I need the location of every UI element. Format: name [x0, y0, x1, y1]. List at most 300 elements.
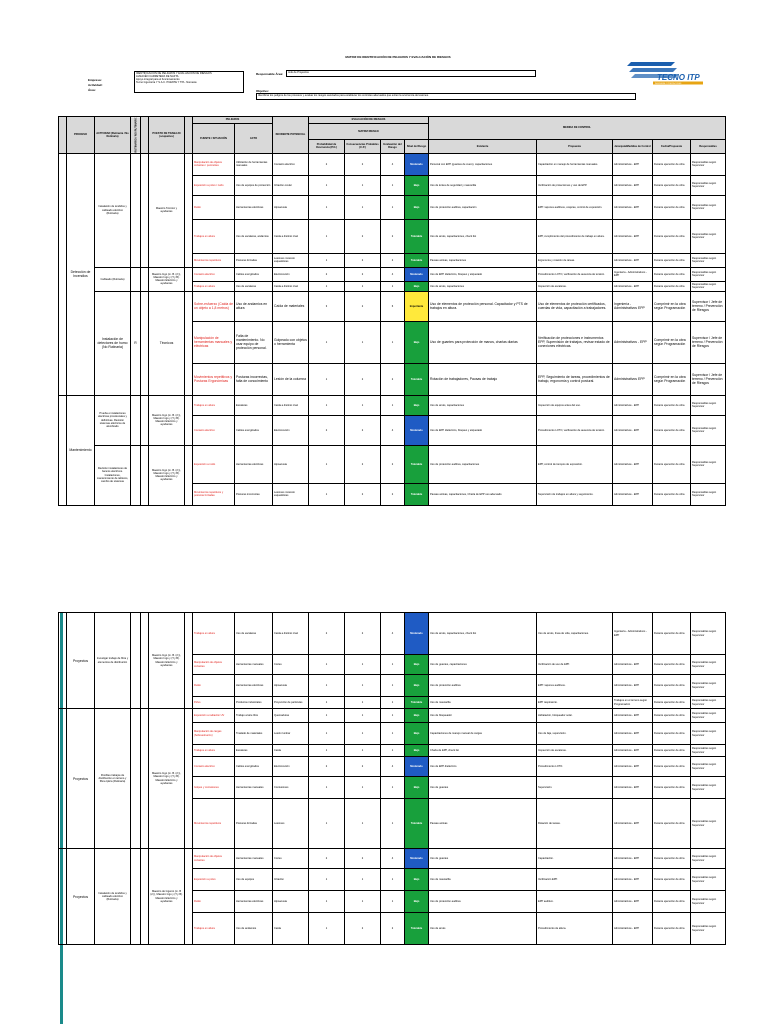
- incidente-cell: Contusiones: [273, 777, 309, 799]
- control-existente-cell: Uso de protección auditiva, capacitación: [429, 195, 537, 219]
- fecha-cell: Durante ejecución de obra: [653, 849, 691, 869]
- fecha-cell: Durante ejecución de obra: [653, 697, 691, 709]
- fecha-cell: Durante ejecución de obra: [653, 153, 691, 175]
- peligro-cell: Ruido: [193, 891, 235, 913]
- peligro-cell: Contacto eléctrico: [193, 415, 235, 445]
- evaluacion-cell: 1: [381, 869, 405, 891]
- incidente-cell: Irritación: [273, 869, 309, 891]
- fecha-cell: Durante ejecución de obra: [653, 281, 691, 291]
- probabilidad-cell: 1: [309, 745, 345, 757]
- nivel-riesgo-badge: Bajo: [405, 891, 429, 913]
- objetivo-value: Identificar los peligros de los procesos y evaluar los riesgos asociados para establecer los controles adecuados que eviten la ocurrencia de lesiones.: [256, 93, 636, 100]
- control-existente-cell: Uso de protección auditiva: [429, 891, 537, 913]
- rutinario-cell: [131, 613, 141, 709]
- control-existente-cell: Uso de arnés, capacitaciones: [429, 281, 537, 291]
- peligro-cell: Movimientos repetitivos y posturas forzadas: [193, 483, 235, 505]
- probabilidad-cell: 2: [309, 153, 345, 175]
- responsables-cell: Responsables según Supervisor: [691, 745, 726, 757]
- jerarquia-cell: Administrativos - EPP: [613, 723, 653, 745]
- responsables-cell: Responsables según Supervisor: [691, 281, 726, 291]
- incidente-cell: Hipoacusia: [273, 195, 309, 219]
- rutinario-cell: [131, 849, 141, 945]
- evaluacion-cell: 1: [381, 709, 405, 723]
- col-medida: MEDIDA DE CONTROL: [429, 117, 726, 140]
- peligro-cell: Golpes y contusiones: [193, 777, 235, 799]
- control-existente-cell: Capacitaciones de manejo manual de cargas: [429, 723, 537, 745]
- col-existente: Existente: [429, 139, 537, 153]
- evaluacion-cell: 1: [381, 675, 405, 697]
- peligro-cell: Polvo: [193, 697, 235, 709]
- control-propuesta-cell: Procedimiento de altura.: [537, 913, 613, 945]
- responsables-cell: Responsables según Supervisor: [691, 415, 726, 445]
- control-propuesta-cell: Inspección de escaleras.: [537, 745, 613, 757]
- nivel-riesgo-badge: Tolerable: [405, 253, 429, 267]
- incidente-cell: Electrocución: [273, 757, 309, 777]
- fuente-cell: Posturas incorrectas: [235, 483, 273, 505]
- fecha-cell: Durante ejecución de obra: [653, 445, 691, 483]
- col-puesto: PUESTO DE TRABAJO (ocupantes): [149, 117, 185, 154]
- probabilidad-cell: 1: [309, 697, 345, 709]
- nivel-riesgo-badge: Bajo: [405, 321, 429, 363]
- evaluacion-cell: 1: [381, 195, 405, 219]
- nivel-riesgo-badge: Tolerable: [405, 219, 429, 253]
- probabilidad-cell: 1: [309, 655, 345, 675]
- actividad-cell: Cableado (Rutinaria): [95, 267, 131, 291]
- puesto-cell: Maestro Ingo (m. B. (2.)), Maestro Ingo y (T.y B). Maestro Eléctrico y ayudantes: [149, 395, 185, 445]
- control-existente-cell: Rotación de trabajadores, Pausas de trabajo: [429, 363, 537, 395]
- rutinario-cell: [131, 445, 141, 505]
- evaluacion-cell: 6: [381, 291, 405, 321]
- fuente-cell: Uso de escaleras: [235, 613, 273, 655]
- probabilidad-cell: 1: [309, 709, 345, 723]
- col-evaluacion: EVALUACIÓN DE RIESGOS: [309, 117, 429, 124]
- logo-text: TECNO ITP: [657, 73, 700, 82]
- fecha-cell: Durante ejecución de obra: [653, 655, 691, 675]
- fecha-cell: Durante ejecución de obra: [653, 913, 691, 945]
- evaluacion-cell: 1: [381, 395, 405, 415]
- jerarquia-cell: Ingeniería - Administrativos - EPP: [613, 613, 653, 655]
- blank-cell: [185, 153, 193, 267]
- responsables-cell: Responsables según Supervisor: [691, 849, 726, 869]
- fecha-cell: Durante ejecución de obra: [653, 891, 691, 913]
- jerarquia-cell: Administrativos - EPP: [613, 415, 653, 445]
- fecha-cell: Durante ejecución de obra: [653, 709, 691, 723]
- control-existente-cell: Uso de arnés, capacitaciones, check list: [429, 219, 537, 253]
- proceso-cell: Proyectos: [67, 613, 95, 709]
- consecuencia-cell: 1: [345, 723, 381, 745]
- rutinario-cell: R: [131, 291, 141, 395]
- fuente-cell: Falta de mantenimiento. No usar equipo de protección personal.: [235, 321, 273, 363]
- probabilidad-cell: 2: [309, 757, 345, 777]
- incidente-cell: Golpeado con objetos o herramienta: [273, 321, 309, 363]
- incidente-cell: Caída a distinto nivel: [273, 395, 309, 415]
- nivel-riesgo-badge: Moderado: [405, 267, 429, 281]
- col-propuesta: Propuesta: [537, 139, 613, 153]
- row-marker: [59, 153, 67, 395]
- probabilidad-cell: 1: [309, 777, 345, 799]
- control-existente-cell: Pausas activas: [429, 799, 537, 849]
- blank-cell: [141, 613, 149, 709]
- incidente-cell: Caída a distinto nivel: [273, 219, 309, 253]
- probabilidad-cell: 1: [309, 219, 345, 253]
- nivel-riesgo-badge: Bajo: [405, 675, 429, 697]
- peligro-cell: Trabajos en altura: [193, 913, 235, 945]
- consecuencia-cell: 2: [345, 415, 381, 445]
- control-propuesta-cell: Procedimiento LOTO.: [537, 757, 613, 777]
- puesto-cell: Maestro Ingo (m. B. (2.)), Maestro Ingo y (T.y B). Maestro Eléctrico y ayudantes: [149, 613, 185, 709]
- probabilidad-cell: 2: [309, 267, 345, 281]
- nivel-riesgo-badge: Bajo: [405, 655, 429, 675]
- control-existente-cell: Pausas activas, capacitaciones: [429, 253, 537, 267]
- control-propuesta-cell: Uso de faja, supervisión.: [537, 723, 613, 745]
- incidente-cell: Cortes: [273, 655, 309, 675]
- objetivo-label: Objetivo:: [256, 89, 270, 93]
- jerarquia-cell: Administrativos - EPP: [613, 195, 653, 219]
- fecha-cell: Comprimir en la obra según Programación: [653, 363, 691, 395]
- peligro-cell: Exposición a radiación UV: [193, 709, 235, 723]
- evaluacion-cell: 1: [381, 777, 405, 799]
- fecha-cell: Durante ejecución de obra: [653, 613, 691, 655]
- probabilidad-cell: 1: [309, 281, 345, 291]
- control-propuesta-cell: EPP auditivo.: [537, 891, 613, 913]
- evaluacion-cell: 1: [381, 175, 405, 195]
- consecuencia-cell: 2: [345, 849, 381, 869]
- evaluacion-cell: 4: [381, 267, 405, 281]
- blank-cell: [141, 445, 149, 505]
- control-propuesta-cell: EPP: tapones auditivos.: [537, 675, 613, 697]
- jerarquia-cell: Administrativos - EPP: [613, 219, 653, 253]
- jerarquia-cell: Administrativos - EPP: [613, 799, 653, 849]
- jerarquia-cell: Administrativos - EPP: [613, 483, 653, 505]
- evaluacion-cell: 2: [381, 219, 405, 253]
- blank-cell: [141, 395, 149, 445]
- responsables-cell: Responsables según Supervisor: [691, 153, 726, 175]
- probabilidad-cell: 2: [309, 613, 345, 655]
- consecuencia-cell: 2: [345, 153, 381, 175]
- consecuencia-cell: 1: [345, 321, 381, 363]
- row-marker: [59, 395, 67, 505]
- responsables-cell: Responsables según Supervisor: [691, 723, 726, 745]
- consecuencia-cell: 1: [345, 655, 381, 675]
- nivel-riesgo-badge: Moderado: [405, 757, 429, 777]
- nivel-riesgo-badge: Tolerable: [405, 913, 429, 945]
- jerarquia-cell: Administrativos - EPP: [613, 445, 653, 483]
- fecha-cell: Durante ejecución de obra: [653, 799, 691, 849]
- responsables-cell: Responsables según Supervisor: [691, 799, 726, 849]
- responsables-cell: Responsables según Supervisor: [691, 913, 726, 945]
- control-existente-cell: Uso de EPP dieléctrico: [429, 757, 537, 777]
- fuente-cell: Traslado de materiales: [235, 723, 273, 745]
- jerarquia-cell: Administrativos - EPP: [613, 321, 653, 363]
- consecuencia-cell: 2: [345, 267, 381, 281]
- evaluacion-cell: 2: [381, 253, 405, 267]
- logo-subtext: INGENIERIA Y PRESTACIONES: [655, 83, 682, 85]
- evaluacion-cell: 4: [381, 849, 405, 869]
- fuente-cell: Cables energizados: [235, 757, 273, 777]
- jerarquia-cell: Administrativos EPP: [613, 363, 653, 395]
- evaluacion-cell: 2: [381, 483, 405, 505]
- control-propuesta-cell: Supervisión.: [537, 777, 613, 799]
- blank-cell: [141, 153, 149, 267]
- col-incidente: INCIDENTE POTENCIAL: [273, 117, 309, 154]
- control-existente-cell: Personal con EPP (guantes de cuero), capacitaciones: [429, 153, 537, 175]
- incidente-cell: Cortes: [273, 849, 309, 869]
- consecuencia-cell: 2: [345, 253, 381, 267]
- fuente-cell: Posturas incorrectas, falta de conocimiento: [235, 363, 273, 395]
- sheet-page-2: [58, 612, 715, 1024]
- consecuencia-cell: 2: [345, 913, 381, 945]
- peligro-cell: Trabajos en altura: [193, 395, 235, 415]
- evaluacion-cell: 4: [381, 757, 405, 777]
- fecha-cell: Durante ejecución de obra: [653, 757, 691, 777]
- probabilidad-cell: 1: [309, 175, 345, 195]
- puesto-cell: Maestro de Ingenio (m. B (2.)), Maestro Ingo y (T.y B). Maestro Eléctrico y ayudantes: [149, 849, 185, 945]
- consecuencia-cell: 1: [345, 697, 381, 709]
- blank-cell: [141, 709, 149, 849]
- table-row: [59, 267, 726, 281]
- col-proceso: PROCESO: [67, 117, 95, 154]
- peligro-cell: Ruido: [193, 195, 235, 219]
- fecha-cell: Durante ejecución de obra: [653, 175, 691, 195]
- fuente-cell: Posturas forzadas: [235, 799, 273, 849]
- probabilidad-cell: 1: [309, 253, 345, 267]
- proceso-cell: Proyectos: [67, 709, 95, 849]
- jerarquia-cell: Administrativos - EPP: [613, 891, 653, 913]
- col-blank-2: [141, 117, 149, 154]
- proceso-cell: Mantenimiento: [67, 395, 95, 505]
- control-existente-cell: Uso de elementos de protección personal. Capacitador y PTS de trabajos en altura.: [429, 291, 537, 321]
- fuente-cell: Cables energizados: [235, 415, 273, 445]
- blank-cell: [185, 267, 193, 291]
- fuente-cell: Uso de equipos: [235, 869, 273, 891]
- nivel-riesgo-badge: Bajo: [405, 709, 429, 723]
- control-propuesta-cell: Verificación de protecciones y uso de EPP.: [537, 175, 613, 195]
- puesto-cell: Técnicos: [149, 291, 185, 395]
- control-propuesta-cell: Capacitación en manejo de herramientas manuales.: [537, 153, 613, 175]
- consecuencia-cell: 1: [345, 175, 381, 195]
- area-label: Área:: [88, 88, 96, 92]
- probabilidad-cell: 1: [309, 913, 345, 945]
- table-row: [59, 153, 726, 175]
- col-responsables: Responsables: [691, 139, 726, 153]
- incidente-cell: Quemaduras: [273, 709, 309, 723]
- control-propuesta-cell: EPP, Seguimiento de tareas, procedimientos de trabajo, ergonomía y control postural.: [537, 363, 613, 395]
- peligro-cell: Movimientos repetitivos: [193, 799, 235, 849]
- fuente-cell: Herramientas manuales: [235, 849, 273, 869]
- fuente-cell: Herramientas manuales: [235, 655, 273, 675]
- consecuencia-cell: 1: [345, 745, 381, 757]
- blank-cell: [185, 849, 193, 945]
- consecuencia-cell: 2: [345, 613, 381, 655]
- incidente-cell: Lesiones músculo esqueléticas: [273, 483, 309, 505]
- proceso-cell: Detección de Incendios: [67, 153, 95, 395]
- control-existente-cell: Uso de guantes: [429, 777, 537, 799]
- risk-matrix-table-1: [58, 116, 726, 506]
- responsables-cell: Supervisor / Jefe de terreno / Prevención de Riesgos: [691, 291, 726, 321]
- incidente-cell: Lesión de la columna: [273, 363, 309, 395]
- blank-cell: [185, 709, 193, 849]
- jerarquia-cell: Administrativos - EPP: [613, 757, 653, 777]
- nivel-riesgo-badge: Bajo: [405, 869, 429, 891]
- rutinario-cell: [131, 153, 141, 267]
- consecuencia-cell: 2: [345, 363, 381, 395]
- col-peligros: PELIGROS: [193, 117, 273, 124]
- control-existente-cell: Uso de bloqueador: [429, 709, 537, 723]
- incidente-cell: Lesiones músculo esqueléticas: [273, 253, 309, 267]
- evaluacion-cell: 1: [381, 745, 405, 757]
- probabilidad-cell: 1: [309, 445, 345, 483]
- responsables-cell: Responsables según Supervisor: [691, 777, 726, 799]
- control-propuesta-cell: Ergonomía y rotación de tareas.: [537, 253, 613, 267]
- nivel-riesgo-badge: Tolerable: [405, 799, 429, 849]
- responsables-cell: Supervisor / Jefe de terreno / Prevención de Riesgos: [691, 363, 726, 395]
- control-propuesta-cell: Procedimiento LOTO, verificación de ausencia de tensión.: [537, 415, 613, 445]
- consecuencia-cell: 1: [345, 195, 381, 219]
- fecha-cell: Durante ejecución de obra: [653, 675, 691, 697]
- fuente-cell: Trabajo al aire libre: [235, 709, 273, 723]
- fuente-cell: Herramientas eléctricas: [235, 891, 273, 913]
- control-propuesta-cell: Uso de arnés, línea de vida, capacitaciones.: [537, 613, 613, 655]
- rutinario-cell: [131, 267, 141, 291]
- fecha-cell: Durante ejecución de obra: [653, 777, 691, 799]
- responsables-cell: Responsables según Supervisor: [691, 175, 726, 195]
- nivel-riesgo-badge: Tolerable: [405, 445, 429, 483]
- evaluacion-cell: 4: [381, 415, 405, 445]
- fecha-cell: Durante ejecución de obra: [653, 483, 691, 505]
- row-marker: [59, 849, 67, 945]
- jerarquia-cell: Administrativos - EPP: [613, 869, 653, 891]
- evaluacion-cell: 1: [381, 321, 405, 363]
- col-fuente: FUENTE / SITUACIÓN: [193, 124, 235, 154]
- actividad-label: Actividad:: [88, 83, 103, 87]
- col-probabilidad: Probabilidad de Ocurrencia (P.O.): [309, 139, 345, 153]
- row-marker: [59, 613, 67, 709]
- blank-cell: [185, 445, 193, 505]
- fuente-cell: Cables energizados: [235, 267, 273, 281]
- blank-cell: [141, 267, 149, 291]
- fecha-cell: Durante ejecución de obra: [653, 745, 691, 757]
- jerarquia-cell: Ingeniería - Administrativos - EPP: [613, 267, 653, 281]
- table-row: [59, 395, 726, 415]
- peligro-cell: Manipulación de objetos cortantes: [193, 655, 235, 675]
- responsables-cell: Responsables según Supervisor: [691, 613, 726, 655]
- probabilidad-cell: 1: [309, 321, 345, 363]
- col-jerarquia: Jerarquía/Medidas de Control: [613, 139, 653, 153]
- fecha-cell: Durante ejecución de obra: [653, 415, 691, 445]
- incidente-cell: Caída a distinto nivel: [273, 613, 309, 655]
- consecuencia-cell: 1: [345, 777, 381, 799]
- incidente-cell: Lesiones: [273, 799, 309, 849]
- incidente-cell: Contacto eléctrico: [273, 153, 309, 175]
- empresa-line: IDENTIFICACIÓN DE PELIGROS Y EVALUACIÓN DE RIESGOS: [136, 72, 212, 75]
- nivel-riesgo-badge: Moderado: [405, 153, 429, 175]
- evaluacion-cell: 2: [381, 363, 405, 395]
- evaluacion-cell: 1: [381, 697, 405, 709]
- rutinario-cell: [131, 395, 141, 445]
- incidente-cell: Lesión lumbar: [273, 723, 309, 745]
- incidente-cell: Caída a distinto nivel: [273, 281, 309, 291]
- fuente-cell: Productos industriales: [235, 697, 273, 709]
- jerarquia-cell: Administrativos - EPP: [613, 777, 653, 799]
- puesto-cell: Maestro Ingo (m. B. (2.)), Maestro Ingo y (T.y B). Maestro Eléctrico y ayudantes: [149, 709, 185, 849]
- actividad-cell: Prueba e instalaciones eléctricas provisionales y definitivas. Revisión sistemas eléctricos de alumbrado: [95, 395, 131, 445]
- incidente-cell: Caída: [273, 745, 309, 757]
- consecuencia-cell: 1: [345, 891, 381, 913]
- nivel-riesgo-badge: Bajo: [405, 195, 429, 219]
- evaluacion-cell: 4: [381, 613, 405, 655]
- incidente-cell: Proyección de partículas: [273, 697, 309, 709]
- responsables-cell: Responsables según Supervisor: [691, 267, 726, 281]
- control-propuesta-cell: Inspección de equipos antes del uso.: [537, 395, 613, 415]
- consecuencia-cell: 1: [345, 675, 381, 697]
- jerarquia-cell: Administrativos - EPP: [613, 675, 653, 697]
- puesto-cell: Maestro Técnico y ayudantes: [149, 153, 185, 267]
- company-logo: [623, 58, 708, 86]
- nivel-riesgo-badge: Moderado: [405, 849, 429, 869]
- peligro-cell: Contacto eléctrico: [193, 757, 235, 777]
- fuente-cell: Escaleras: [235, 745, 273, 757]
- peligro-cell: Manipulación de herramientas manuales y eléctricas: [193, 321, 235, 363]
- fecha-cell: Durante ejecución de obra: [653, 267, 691, 281]
- control-propuesta-cell: Rotación de tareas.: [537, 799, 613, 849]
- incidente-cell: Caída: [273, 913, 309, 945]
- probabilidad-cell: 1: [309, 869, 345, 891]
- peligro-cell: Exposición a polvo / ruido: [193, 175, 235, 195]
- jerarquia-cell: Administrativos - EPP: [613, 655, 653, 675]
- peligro-cell: Trabajos en altura: [193, 613, 235, 655]
- consecuencia-cell: 1: [345, 281, 381, 291]
- peligro-cell: Trabajos en altura: [193, 281, 235, 291]
- responsables-cell: Responsables según Supervisor: [691, 253, 726, 267]
- fuente-cell: Herramientas manuales: [235, 777, 273, 799]
- peligro-cell: Sobre-esfuerzo (Caída de un objeto a 1,8 metros): [193, 291, 235, 321]
- probabilidad-cell: 1: [309, 395, 345, 415]
- nivel-riesgo-badge: Bajo: [405, 175, 429, 195]
- control-existente-cell: Charla de EPP, check list: [429, 745, 537, 757]
- nivel-riesgo-badge: Bajo: [405, 777, 429, 799]
- fuente-cell: Posturas forzadas: [235, 253, 273, 267]
- control-existente-cell: Uso de protección auditiva: [429, 675, 537, 697]
- probabilidad-cell: 1: [309, 363, 345, 395]
- responsables-cell: Responsables según Supervisor: [691, 195, 726, 219]
- col-acto: ACTO: [235, 124, 273, 154]
- fuente-cell: Uso de equipos de protección: [235, 175, 273, 195]
- jerarquia-cell: Administrativos - EPP: [613, 395, 653, 415]
- nivel-riesgo-badge: Tolerable: [405, 363, 429, 395]
- empresa-line: Tecno Ingeniería Y S.A.C. PUENTE Y TPL. Noroeste: [136, 81, 197, 84]
- blank-cell: [141, 849, 149, 945]
- sheet-page-1: [58, 40, 723, 540]
- control-existente-cell: Uso de arnés, capacitaciones, check list: [429, 613, 537, 655]
- col-blank: [59, 117, 67, 154]
- empresa-label: Empresa:: [88, 78, 102, 82]
- nivel-riesgo-badge: Importante: [405, 291, 429, 321]
- actividad-cell: Instalación de tendidos y cableado eléctrico (Rutinaria): [95, 153, 131, 267]
- control-propuesta-cell: Verificación de protecciones e instrumentos EPP, Supervisión de trabajos, revisar estado de conexiones eléctricas.: [537, 321, 613, 363]
- consecuencia-cell: 2: [345, 219, 381, 253]
- responsables-cell: Responsables según Supervisor: [691, 655, 726, 675]
- control-propuesta-cell: Inspección de escaleras.: [537, 281, 613, 291]
- nivel-riesgo-badge: Moderado: [405, 613, 429, 655]
- evaluacion-cell: 4: [381, 153, 405, 175]
- control-propuesta-cell: Uso de elementos de protección certificados, cuerdas de vida, capacitación a trabajadores.: [537, 291, 613, 321]
- fuente-cell: Herramientas eléctricas: [235, 195, 273, 219]
- fecha-cell: Durante ejecución de obra: [653, 395, 691, 415]
- control-propuesta-cell: Supervisión de trabajos en altura y seguimiento.: [537, 483, 613, 505]
- incidente-cell: Hipoacusia: [273, 675, 309, 697]
- responsable-value: Jefe de Proyectos: [286, 70, 536, 77]
- puesto-cell: Maestro Ingo (m. B. (2.)), Maestro Ingo y (T.y B). Maestro Eléctrico y ayudantes: [149, 267, 185, 291]
